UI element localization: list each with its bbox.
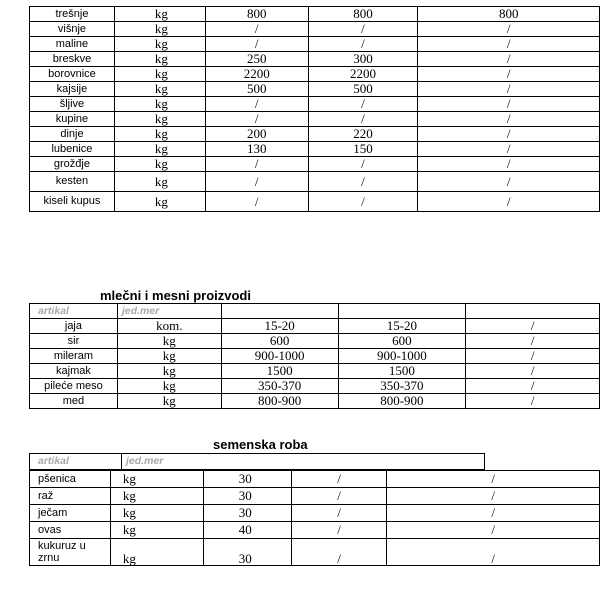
item-unit: kg bbox=[110, 539, 203, 566]
table-row bbox=[30, 82, 600, 97]
price-b: 350-370 bbox=[338, 379, 466, 394]
item-name: višnje bbox=[30, 22, 115, 37]
dairy-table bbox=[29, 303, 600, 409]
price-a: 250 bbox=[205, 52, 308, 67]
price-b: / bbox=[308, 112, 418, 127]
price-a: 900-1000 bbox=[221, 349, 338, 364]
price-c: / bbox=[418, 127, 600, 142]
item-name: šljive bbox=[30, 97, 115, 112]
price-a: 600 bbox=[221, 334, 338, 349]
table-row bbox=[30, 394, 600, 409]
item-unit: kg bbox=[117, 364, 221, 379]
header-article: artikal bbox=[30, 454, 122, 470]
price-c: / bbox=[387, 522, 600, 539]
table-row bbox=[30, 488, 600, 505]
price-a: 40 bbox=[203, 522, 291, 539]
price-b: / bbox=[291, 505, 387, 522]
table-row bbox=[30, 67, 600, 82]
price-c: / bbox=[387, 539, 600, 566]
price-c: / bbox=[418, 112, 600, 127]
price-a: 30 bbox=[203, 471, 291, 488]
item-unit: kg bbox=[117, 334, 221, 349]
price-b: 900-1000 bbox=[338, 349, 466, 364]
price-c: / bbox=[418, 142, 600, 157]
price-a: 800 bbox=[205, 7, 308, 22]
price-c: / bbox=[418, 67, 600, 82]
price-c: / bbox=[418, 22, 600, 37]
table-row bbox=[30, 364, 600, 379]
price-b: / bbox=[308, 37, 418, 52]
price-b: / bbox=[291, 522, 387, 539]
price-b: 15-20 bbox=[338, 319, 466, 334]
item-name: trešnje bbox=[30, 7, 115, 22]
price-b: / bbox=[308, 157, 418, 172]
price-c: / bbox=[418, 97, 600, 112]
item-unit: kg bbox=[114, 172, 205, 192]
header-unit: jed.mer bbox=[122, 454, 485, 470]
table-row bbox=[30, 52, 600, 67]
item-unit: kg bbox=[117, 394, 221, 409]
price-a: 130 bbox=[205, 142, 308, 157]
price-a: / bbox=[205, 172, 308, 192]
item-unit: kg bbox=[114, 67, 205, 82]
price-a: 800-900 bbox=[221, 394, 338, 409]
price-c: / bbox=[418, 52, 600, 67]
table-row bbox=[30, 7, 600, 22]
price-a: 30 bbox=[203, 505, 291, 522]
item-unit: kg bbox=[114, 97, 205, 112]
item-unit: kg bbox=[110, 522, 203, 539]
price-a: / bbox=[205, 37, 308, 52]
price-c: / bbox=[466, 364, 600, 379]
item-name: borovnice bbox=[30, 67, 115, 82]
price-a: 30 bbox=[203, 488, 291, 505]
price-c: / bbox=[466, 394, 600, 409]
price-a: 350-370 bbox=[221, 379, 338, 394]
item-name: mileram bbox=[30, 349, 118, 364]
item-unit: kg bbox=[114, 22, 205, 37]
fruit-table bbox=[29, 6, 600, 212]
price-a: / bbox=[205, 112, 308, 127]
price-c: / bbox=[466, 319, 600, 334]
seed-header-table bbox=[29, 453, 485, 470]
item-unit: kg bbox=[114, 37, 205, 52]
price-b: / bbox=[291, 488, 387, 505]
item-name: dinje bbox=[30, 127, 115, 142]
item-name: kiseli kupus bbox=[30, 192, 115, 212]
price-b: 220 bbox=[308, 127, 418, 142]
price-a: / bbox=[205, 192, 308, 212]
item-name: grožđje bbox=[30, 157, 115, 172]
item-name: jaja bbox=[30, 319, 118, 334]
item-unit: kg bbox=[114, 52, 205, 67]
price-c: / bbox=[418, 82, 600, 97]
item-name: kajsije bbox=[30, 82, 115, 97]
header-unit: jed.mer bbox=[117, 304, 221, 319]
price-c: / bbox=[466, 379, 600, 394]
table-row bbox=[30, 97, 600, 112]
table-row bbox=[30, 379, 600, 394]
price-c: / bbox=[466, 334, 600, 349]
price-a: 200 bbox=[205, 127, 308, 142]
dairy-header-row bbox=[30, 304, 600, 319]
table-row bbox=[30, 112, 600, 127]
price-b: 300 bbox=[308, 52, 418, 67]
item-name: breskve bbox=[30, 52, 115, 67]
price-a: / bbox=[205, 157, 308, 172]
item-name: kupine bbox=[30, 112, 115, 127]
table-row bbox=[30, 471, 600, 488]
price-c: 800 bbox=[418, 7, 600, 22]
item-unit: kg bbox=[110, 488, 203, 505]
item-name: ječam bbox=[30, 505, 111, 522]
item-unit: kom. bbox=[117, 319, 221, 334]
item-unit: kg bbox=[114, 7, 205, 22]
item-name: lubenice bbox=[30, 142, 115, 157]
price-a: 2200 bbox=[205, 67, 308, 82]
price-c: / bbox=[418, 172, 600, 192]
item-unit: kg bbox=[114, 112, 205, 127]
item-name: sir bbox=[30, 334, 118, 349]
table-row bbox=[30, 505, 600, 522]
price-a: / bbox=[205, 97, 308, 112]
price-b: 800-900 bbox=[338, 394, 466, 409]
table-row bbox=[30, 172, 600, 192]
dairy-section-title: mlečni i mesni proizvodi bbox=[100, 288, 251, 303]
table-row bbox=[30, 157, 600, 172]
seed-header-row bbox=[30, 454, 485, 470]
item-unit: kg bbox=[114, 157, 205, 172]
item-name: pšenica bbox=[30, 471, 111, 488]
price-b: 150 bbox=[308, 142, 418, 157]
table-row bbox=[30, 37, 600, 52]
table-row bbox=[30, 349, 600, 364]
item-name: med bbox=[30, 394, 118, 409]
price-b: / bbox=[291, 471, 387, 488]
price-a: 1500 bbox=[221, 364, 338, 379]
table-row bbox=[30, 334, 600, 349]
item-unit: kg bbox=[117, 349, 221, 364]
price-c: / bbox=[466, 349, 600, 364]
item-unit: kg bbox=[117, 379, 221, 394]
price-b: / bbox=[291, 539, 387, 566]
table-row bbox=[30, 522, 600, 539]
item-name: kajmak bbox=[30, 364, 118, 379]
price-a: / bbox=[205, 22, 308, 37]
item-unit: kg bbox=[114, 127, 205, 142]
table-row bbox=[30, 192, 600, 212]
price-c: / bbox=[418, 157, 600, 172]
price-c: / bbox=[387, 471, 600, 488]
price-b: 2200 bbox=[308, 67, 418, 82]
table-row bbox=[30, 22, 600, 37]
header-article: artikal bbox=[30, 304, 118, 319]
item-name: raž bbox=[30, 488, 111, 505]
price-c: / bbox=[387, 505, 600, 522]
price-c: / bbox=[387, 488, 600, 505]
item-unit: kg bbox=[110, 505, 203, 522]
item-name: pileće meso bbox=[30, 379, 118, 394]
price-b: 500 bbox=[308, 82, 418, 97]
seed-table bbox=[29, 470, 600, 566]
price-b: / bbox=[308, 172, 418, 192]
price-c: / bbox=[418, 192, 600, 212]
price-a: 500 bbox=[205, 82, 308, 97]
item-name: kesten bbox=[30, 172, 115, 192]
price-b: 1500 bbox=[338, 364, 466, 379]
price-a: 15-20 bbox=[221, 319, 338, 334]
table-row bbox=[30, 539, 600, 566]
item-unit: kg bbox=[114, 82, 205, 97]
table-row bbox=[30, 142, 600, 157]
item-name: maline bbox=[30, 37, 115, 52]
price-b: / bbox=[308, 192, 418, 212]
price-a: 30 bbox=[203, 539, 291, 566]
price-b: / bbox=[308, 97, 418, 112]
price-c: / bbox=[418, 37, 600, 52]
item-unit: kg bbox=[114, 192, 205, 212]
price-b: 800 bbox=[308, 7, 418, 22]
price-b: 600 bbox=[338, 334, 466, 349]
price-b: / bbox=[308, 22, 418, 37]
table-row bbox=[30, 319, 600, 334]
table-row bbox=[30, 127, 600, 142]
item-unit: kg bbox=[110, 471, 203, 488]
item-name: ovas bbox=[30, 522, 111, 539]
item-name: kukuruz u zrnu bbox=[30, 539, 111, 566]
item-unit: kg bbox=[114, 142, 205, 157]
seed-section-title: semenska roba bbox=[213, 437, 308, 452]
